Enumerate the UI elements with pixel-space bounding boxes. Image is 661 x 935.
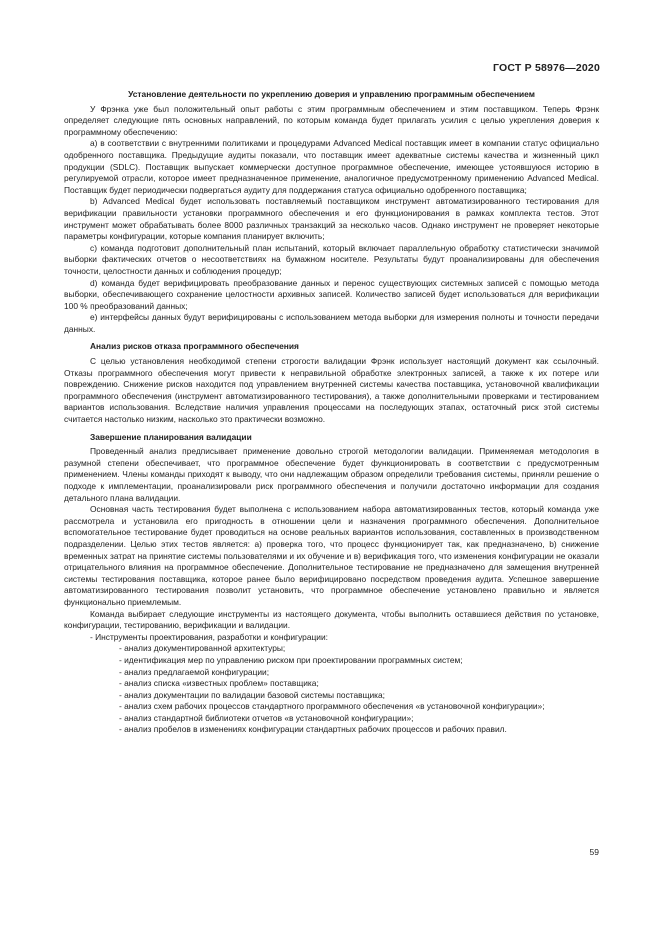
standard-designation: ГОСТ Р 58976—2020 bbox=[492, 62, 600, 74]
list-item: d) команда будет верифицировать преобразование данных и перенос существующих системных записей с помощью метода выборки, обеспечивающего сохранение целостности архивных записей. Количество записей будет использоваться для верификации 100 % преобразований данных; bbox=[64, 277, 599, 311]
page-content bbox=[64, 89, 599, 736]
list-item: - идентификация мер по управлению риском при проектировании программных систем; bbox=[119, 654, 463, 665]
list-item: - анализ стандартной библиотеки отчетов «в установочной конфигурации»; bbox=[119, 712, 414, 723]
list-item: c) команда подготовит дополнительный план испытаний, который включает параллельную обработку статистически значимой выборки фактических отчетов о несоответствиях на бумажном носителе. Результаты будут проанализированы для обеспечения точности, целостности данных и соблюдения процедур; bbox=[64, 242, 599, 276]
paragraph: Проведенный анализ предписывает применение довольно строгой методологии валидации. Применяемая методология в разумной степени обеспечивает, что программное обеспечение будет функционировать в соответствии с предусмотренным применением. Члены команды приходят к выводу, что они надлежащим образом определили требования системы, приняли решение о подходе к имплементации, проанализировали риск программного обеспечения и получили достаточно информации для создания детального плана валидации. bbox=[64, 446, 599, 503]
list-title: - Инструменты проектирования, разработки и конфигурации: bbox=[90, 631, 328, 642]
list-item: - анализ схем рабочих процессов стандартного программного обеспечения «в установочной конфигурации»; bbox=[119, 701, 545, 712]
section-heading-validation: Завершение планирования валидации bbox=[90, 431, 252, 442]
list-item: b) Advanced Medical будет использовать поставляемый поставщиком инструмент автоматизированного тестирования для верификации правильности установки программного обеспечения и его функционирования в рамках комплекта тестов. Этот инструмент может обрабатывать более 8000 различных транзакций за несколько часов. Однако инструмент не проверяет некоторые параметры конфигурации, которые компания планирует включить; bbox=[64, 196, 599, 242]
list-item: а) в соответствии с внутренними политиками и процедурами Advanced Medical поставщик имеет в компании статус официально одобренного поставщика. Предыдущие аудиты показали, что поставщик имеет адекватные системы качества и жизненный цикл продукции (SDLC). Поставщик выпускает коммерчески доступное программное обеспечение, имеющее устоявшуюся историю в регулируемой отрасли, которое имеет предназначенное применение, аналогичное предусмотренному применению Advanced Medical. Поставщик будет периодически подвергаться аудиту для поддержания статуса официально одобренного поставщика; bbox=[64, 138, 599, 195]
paragraph: Основная часть тестирования будет выполнена с использованием набора автоматизированных тестов, который команда уже рассмотрела и установила его пригодность в отношении цели и назначения программного обеспечения. Дополнительное вспомогательное тестирование будет проводиться на основе реальных вариантов использования, составленных в производственном подразделении. Целью этих тестов является: а) проверка того, что процесс функционирует так, как предназначено, b) снижение временных затрат на принятие системы пользователями и их обучение и в) верификация того, что изменения конфигурации не оказали отрицательного влияния на программное обеспечение. Дополнительное тестирование не предназначено для замещения внутренней системы тестирования поставщика, которое ранее было верифицировано посредством проведения аудита. Успешное завершение автоматизированного тестирования позволит установить, что программное обеспечение установлено правильно и является функционально приемлемым. bbox=[64, 504, 599, 607]
list-item: e) интерфейсы данных будут верифицированы с использованием метода выборки для измерения полноты и точности передачи данных. bbox=[64, 312, 599, 334]
page-number: 59 bbox=[589, 847, 599, 857]
paragraph: С целью установления необходимой степени строгости валидации Фрэнк использует настоящий документ как ссылочный. Отказы программного обеспечения могут привести к неправильной обработке электронных записей, а также к их потере или повреждению. Снижение рисков находится под управлением внутренней системы качества поставщика, установочной квалификации программного обеспечения (инструмент автоматизированного тестирования), а также дополнительными проверками и тестированием вариантов использования. Вследствие наличия управления процессами на последующих этапах, остаточный риск этой системы считается настолько низким, насколько это практически возможно. bbox=[64, 356, 599, 425]
paragraph: Команда выбирает следующие инструменты из настоящего документа, чтобы выполнить оставшиеся действия по установке, конфигурации, тестированию, верификации и валидации. bbox=[64, 608, 599, 631]
list-item: - анализ списка «известных проблем» поставщика; bbox=[119, 678, 319, 689]
list-item: - анализ документированной архитектуры; bbox=[119, 643, 286, 654]
list-item: - анализ предлагаемой конфигурации; bbox=[119, 666, 270, 677]
section-heading-risk: Анализ рисков отказа программного обеспечения bbox=[90, 341, 299, 352]
list-item: - анализ документации по валидации базовой системы поставщика; bbox=[119, 689, 386, 700]
list-item: - анализ пробелов в изменениях конфигурации стандартных рабочих процессов и рабочих правил. bbox=[119, 724, 507, 735]
section-heading-trust: Установление деятельности по укреплению доверия и управлению программным обеспечением bbox=[128, 89, 535, 99]
paragraph: У Фрэнка уже был положительный опыт работы с этим программным обеспечением и этим поставщиком. Теперь Фрэнк определяет следующие пять основных направлений, по которым команда будет прилагать усилия с целью укрепления доверия к программному обеспечению: bbox=[64, 103, 599, 137]
